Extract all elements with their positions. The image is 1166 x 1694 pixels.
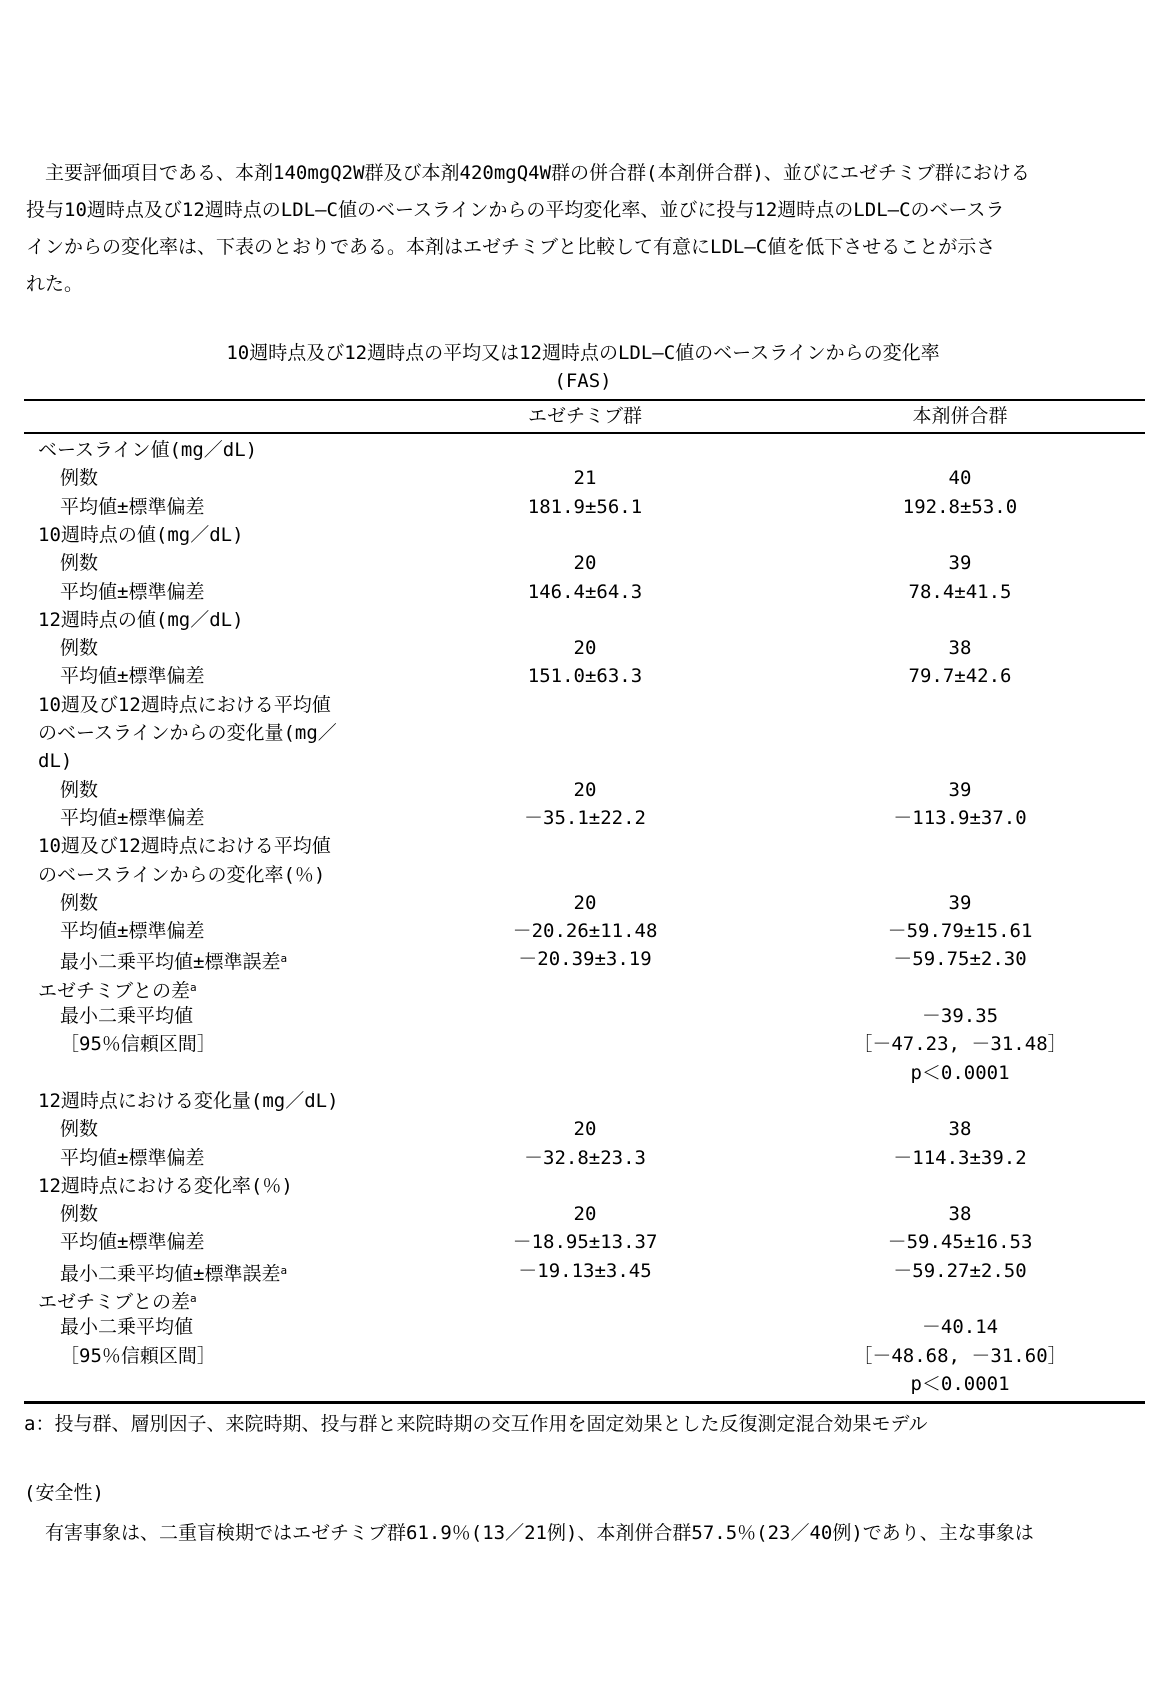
table-row <box>24 974 1145 1002</box>
table-top-rule <box>24 399 1145 401</box>
cell-ezetimibe: 181.9±56.1 <box>527 495 643 518</box>
row-label <box>60 776 98 804</box>
table-row <box>24 578 1145 606</box>
row-label <box>60 662 204 690</box>
row-label <box>38 974 197 1005</box>
cell-combined: －113.9±37.0 <box>893 806 1027 829</box>
intro-paragraph <box>26 155 1146 303</box>
table-row <box>24 549 1145 577</box>
cell-ezetimibe: －32.8±23.3 <box>524 1146 646 1169</box>
row-label <box>60 578 204 606</box>
row-label <box>60 1002 193 1030</box>
row-label-text: 最小二乗平均値 <box>60 1316 194 1339</box>
row-label <box>60 889 98 917</box>
cell-combined: p＜0.0001 <box>910 1372 1010 1395</box>
row-label <box>60 1144 204 1172</box>
cell-combined: －59.79±15.61 <box>887 920 1033 943</box>
table-footnote: a：投与群、層別因子、来院時期、投与群と来院時期の交互作用を固定効果とした反復測定混合効果モデル <box>24 1413 928 1435</box>
row-label <box>38 1087 339 1115</box>
row-label-text: 例数 <box>60 552 99 575</box>
cell-ezetimibe: 151.0±63.3 <box>527 665 643 688</box>
row-label-text: ベースライン値(mg／dL) <box>38 439 258 461</box>
row-label-text: 平均値±標準偏差 <box>60 495 205 518</box>
row-label-text: 12週時点における変化量(mg／dL) <box>38 1089 339 1112</box>
cell-ezetimibe: 20 <box>573 1118 597 1141</box>
table-subtitle: (FAS) <box>554 370 612 392</box>
row-label <box>38 606 244 634</box>
row-label-text: 例数 <box>60 1118 99 1141</box>
table-row <box>24 662 1145 690</box>
row-label <box>38 521 244 549</box>
row-label-text: 例数 <box>60 467 99 490</box>
table-row <box>24 1370 1145 1398</box>
table-row <box>24 1228 1145 1256</box>
table-bottom-rule <box>24 1401 1145 1404</box>
row-label <box>60 1030 216 1058</box>
intro-line: 主要評価項目である、本剤140mgQ2W群及び本剤420mgQ4W群の併合群(本剤併合群)、並びにエゼチミブ群における <box>26 162 1030 184</box>
table-row <box>24 1115 1145 1143</box>
row-label-text: 12週時点における変化率(％) <box>38 1174 293 1197</box>
column-header-combined: 本剤併合群 <box>912 405 1008 427</box>
row-label <box>60 945 287 976</box>
row-label-text: ［95％信頼区間］ <box>60 1033 216 1056</box>
row-label <box>60 1342 216 1370</box>
row-label-text: 例数 <box>60 778 99 801</box>
table-row <box>24 464 1145 492</box>
row-label <box>60 1228 204 1256</box>
row-label-text: 10週時点の値(mg／dL) <box>38 523 244 546</box>
row-label-text: 例数 <box>60 891 99 914</box>
footnote-marker: a <box>280 952 288 966</box>
intro-line: インからの変化率は、下表のとおりである。本剤はエゼチミブと比較して有意にLDL―C値を低下させることが示さ <box>26 236 996 258</box>
table-header-rule <box>24 432 1145 434</box>
row-label <box>60 917 204 945</box>
safety-heading: (安全性) <box>24 1482 104 1504</box>
table-row <box>24 691 1145 719</box>
table-row <box>24 1342 1145 1370</box>
row-label <box>60 1257 287 1288</box>
row-label <box>38 861 325 889</box>
cell-ezetimibe: －35.1±22.2 <box>524 806 646 829</box>
table-row <box>24 1002 1145 1030</box>
row-label <box>60 549 98 577</box>
table-title: 10週時点及び12週時点の平均又は12週時点のLDL―C値のベースラインからの変化率 <box>226 342 940 364</box>
cell-combined: 38 <box>948 1203 972 1226</box>
row-label <box>38 436 257 464</box>
cell-combined: 40 <box>948 467 972 490</box>
row-label-text: 10週及び12週時点における平均値 <box>38 835 331 858</box>
cell-combined: 38 <box>948 1118 972 1141</box>
cell-combined: －59.75±2.30 <box>893 948 1027 971</box>
row-label-text: のベースラインからの変化率(％) <box>38 863 326 886</box>
row-label <box>38 832 331 860</box>
table-row <box>24 606 1145 634</box>
row-label-text: 平均値±標準偏差 <box>60 1231 205 1254</box>
table-row <box>24 1313 1145 1341</box>
cell-combined: 38 <box>948 637 972 660</box>
row-label <box>60 804 204 832</box>
cell-combined: －59.45±16.53 <box>887 1231 1033 1254</box>
footnote-marker: a <box>190 1292 197 1305</box>
row-label <box>60 493 204 521</box>
cell-ezetimibe: －20.26±11.48 <box>512 920 658 943</box>
table-row <box>24 945 1145 973</box>
cell-ezetimibe: 146.4±64.3 <box>527 580 643 603</box>
cell-ezetimibe: 20 <box>573 891 597 914</box>
cell-combined: 39 <box>948 891 972 914</box>
footnote-marker: a <box>190 980 197 994</box>
row-label-text: 平均値±標準偏差 <box>60 806 205 829</box>
row-label <box>38 747 72 775</box>
row-label-text: ［95％信頼区間］ <box>60 1344 216 1367</box>
table-row <box>24 889 1145 917</box>
row-label-text: 最小二乗平均値 <box>60 1005 194 1027</box>
table-row <box>24 1172 1145 1200</box>
row-label <box>60 634 98 662</box>
cell-combined: －39.35 <box>921 1005 999 1027</box>
cell-ezetimibe: 20 <box>573 778 597 801</box>
table-row <box>24 436 1145 464</box>
cell-combined: －59.27±2.50 <box>893 1259 1027 1282</box>
table-row <box>24 804 1145 832</box>
row-label <box>60 1115 98 1143</box>
cell-combined: 39 <box>948 552 972 575</box>
row-label-text: 平均値±標準偏差 <box>60 1146 205 1169</box>
cell-combined: 79.7±42.6 <box>908 665 1012 688</box>
safety-text: 有害事象は、二重盲検期ではエゼチミブ群61.9％(13／21例)、本剤併合群57.5％(23／40例)であり、主な事象は <box>26 1522 1034 1544</box>
table-row <box>24 747 1145 775</box>
table-row <box>24 634 1145 662</box>
cell-ezetimibe: －19.13±3.45 <box>518 1259 652 1282</box>
row-label-text: 最小二乗平均値±標準誤差 <box>60 1262 281 1285</box>
row-label-text: エゼチミブとの差 <box>38 979 191 1002</box>
cell-ezetimibe: 21 <box>573 467 597 490</box>
table-row <box>24 1257 1145 1285</box>
row-label-text: 10週及び12週時点における平均値 <box>38 693 331 716</box>
cell-ezetimibe: －18.95±13.37 <box>512 1231 658 1254</box>
cell-combined: －114.3±39.2 <box>893 1146 1027 1169</box>
cell-combined: p＜0.0001 <box>910 1061 1010 1084</box>
row-label <box>60 464 98 492</box>
table-row <box>24 1285 1145 1313</box>
cell-combined: 192.8±53.0 <box>902 495 1018 518</box>
row-label <box>38 691 331 719</box>
row-label-text: 12週時点の値(mg／dL) <box>38 608 244 631</box>
row-label <box>38 719 337 747</box>
cell-combined: ［－47.23, －31.48］ <box>853 1033 1067 1056</box>
cell-ezetimibe: 20 <box>573 1203 597 1226</box>
table-row <box>24 1087 1145 1115</box>
table-row <box>24 1200 1145 1228</box>
table-row <box>24 493 1145 521</box>
row-label <box>38 1285 197 1316</box>
cell-ezetimibe: －20.39±3.19 <box>518 948 652 971</box>
cell-combined: 39 <box>948 778 972 801</box>
table-row <box>24 1144 1145 1172</box>
table-row <box>24 832 1145 860</box>
table-row <box>24 776 1145 804</box>
cell-combined: ［－48.68, －31.60］ <box>853 1344 1067 1367</box>
table-row <box>24 861 1145 889</box>
row-label-text: 例数 <box>60 637 99 660</box>
row-label-text: 平均値±標準偏差 <box>60 920 205 943</box>
intro-line: れた。 <box>26 273 84 295</box>
intro-line: 投与10週時点及び12週時点のLDL―C値のベースラインからの平均変化率、並びに投与12週時点のLDL―Cのベースラ <box>26 199 1005 221</box>
column-header-ezetimibe: エゼチミブ群 <box>527 405 642 427</box>
row-label-text: 平均値±標準偏差 <box>60 580 205 603</box>
row-label-text: のベースラインからの変化量(mg／ <box>38 722 337 744</box>
table-row <box>24 1059 1145 1087</box>
row-label <box>60 1200 98 1228</box>
cell-combined: 78.4±41.5 <box>908 580 1012 603</box>
cell-ezetimibe: 20 <box>573 552 597 575</box>
table-row <box>24 719 1145 747</box>
row-label-text: dL) <box>38 750 73 773</box>
table-row <box>24 521 1145 549</box>
row-label <box>60 1313 193 1341</box>
cell-combined: －40.14 <box>921 1316 999 1339</box>
table-row <box>24 917 1145 945</box>
row-label-text: エゼチミブとの差 <box>38 1291 191 1313</box>
table-row <box>24 1030 1145 1058</box>
row-label-text: 平均値±標準偏差 <box>60 665 205 688</box>
cell-ezetimibe: 20 <box>573 637 597 660</box>
table-header-row <box>24 402 1145 430</box>
footnote-marker: a <box>280 1263 288 1277</box>
row-label-text: 最小二乗平均値±標準誤差 <box>60 951 281 974</box>
row-label-text: 例数 <box>60 1203 99 1226</box>
row-label <box>38 1172 293 1200</box>
